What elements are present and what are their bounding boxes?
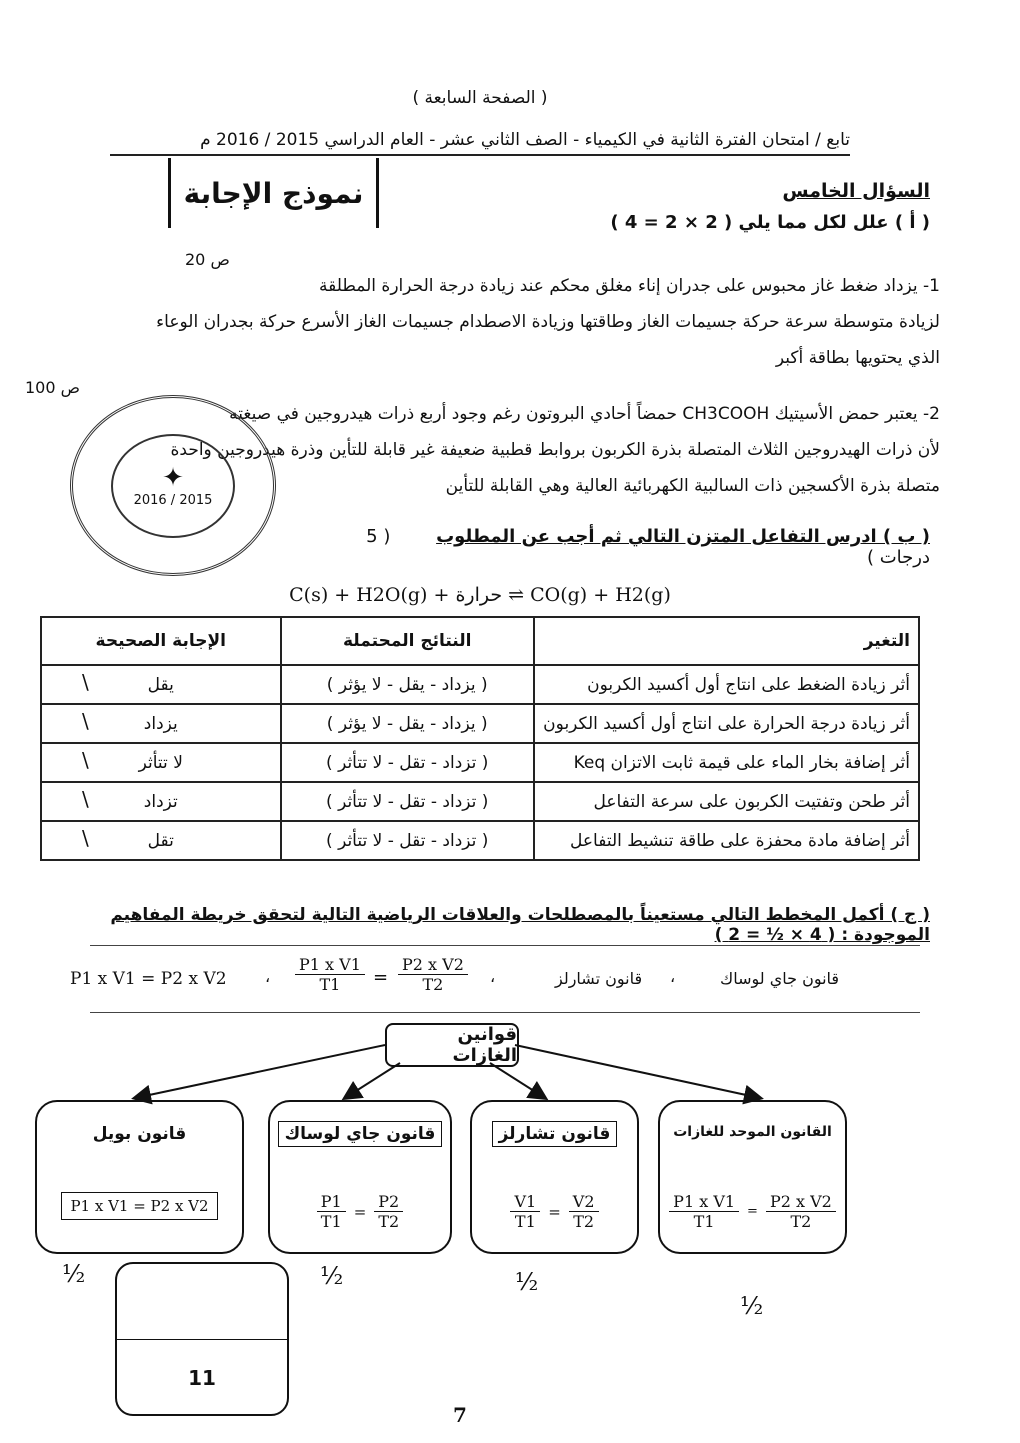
arrow-to-combined: [515, 1045, 760, 1098]
combined-gas-law-formula: $\frac{\text{P1 x V1}}{T1}$ = $\frac{\text{P2 x V2}}{T2}$: [660, 1192, 845, 1231]
given-combined-left: $\frac{\text{P1 x V1}}{T1}$: [295, 955, 365, 994]
score-total-value: 11: [188, 1366, 216, 1390]
divider: [117, 1339, 287, 1340]
question-5-title: السؤال الخامس: [782, 180, 930, 202]
stamp-year: 2016 / 2015: [133, 493, 213, 508]
item1-answer-line1: لزيادة متوسطة سرعة حركة جسيمات الغاز وطاقتها وزيادة الاصطدام جسيمات الغاز الأسرع حركة بجدران الوعاء: [156, 312, 940, 332]
equals-sign: =: [373, 967, 389, 988]
arrow-to-charles: [490, 1063, 545, 1098]
part-b-title: ( ب ) ادرس التفاعل المتزن التالي ثم أجب عن المطلوب: [436, 526, 930, 547]
gay-lussac-law-formula: $\frac{P1}{T1}$ = $\frac{P2}{T2}$: [270, 1192, 450, 1231]
charles-law-box: [470, 1100, 639, 1254]
row-options: ( تزداد - تقل - لا تتأثر ): [281, 743, 534, 782]
score-mark: ½: [515, 1268, 539, 1296]
charles-law-title: قانون تشارلز: [472, 1124, 637, 1144]
score-mark: ½: [62, 1260, 86, 1288]
part-b-marks: ( 5 درجات ): [366, 526, 930, 568]
given-boyle-formula: P1 x V1 = P2 x V2: [70, 969, 227, 989]
tick-mark: \: [82, 787, 89, 811]
gay-lussac-law-title: قانون جاي لوساك: [270, 1124, 450, 1144]
separator: ،: [490, 967, 496, 986]
row-answer: لا تتأثر \: [41, 743, 281, 782]
item1-question: 1- يزداد ضغط غاز محبوس على جدران إناء مغلق محكم عند زيادة درجة الحرارة المطلقة: [318, 276, 940, 296]
boyle-law-title: قانون بويل: [92, 1124, 187, 1144]
row-answer: تقل \: [41, 821, 281, 860]
item1-answer-line2: الذي يحتويها بطاقة أكبر: [775, 348, 940, 368]
given-charles-law: قانون تشارلز: [555, 969, 643, 988]
stamp-emblem-icon: ✦: [162, 463, 184, 493]
header-possible-results: النتائج المحتملة: [281, 617, 534, 665]
given-combined-right: $\frac{\text{P2 x V2}}{T2}$: [398, 955, 468, 994]
row-change: أثر إضافة بخار الماء على قيمة ثابت الاتزان Keq: [534, 743, 919, 782]
row-change: أثر طحن وتفتيت الكربون على سرعة التفاعل: [534, 782, 919, 821]
tick-mark: \: [82, 826, 89, 850]
combined-gas-law-box: [658, 1100, 847, 1254]
gay-lussac-law-box: [268, 1100, 452, 1254]
row-answer: يقل \: [41, 665, 281, 704]
row-change: أثر زيادة الضغط على انتاج أول أكسيد الكربون: [534, 665, 919, 704]
header-change: التغير: [534, 617, 919, 665]
score-mark: ½: [740, 1292, 764, 1320]
charles-law-formula: $\frac{V1}{T1}$ = $\frac{V2}{T2}$: [472, 1192, 637, 1231]
part-a-heading: ( أ ) علل لكل مما يلي ( 2 × 2 = 4 ): [610, 212, 930, 233]
part-c-heading: ( ج ) أكمل المخطط التالي مستعيناً بالمصطلحات والعلاقات الرياضية التالية لتحقق خريطة المفاهيم الموجودة : ( 4 × ½ = 2 ): [110, 905, 930, 945]
tick-mark: \: [82, 670, 89, 694]
tick-mark: \: [82, 709, 89, 733]
header-correct-answer: الإجابة الصحيحة: [41, 617, 281, 665]
model-answer-box: نموذج الإجابة: [168, 158, 379, 228]
combined-gas-law-title: القانون الموحد للغازات: [673, 1124, 832, 1140]
exam-header-line: تابع / امتحان الفترة الثانية في الكيمياء - الصف الثاني عشر - العام الدراسي 2015 / 2016 م: [110, 130, 850, 156]
row-change: أثر زيادة درجة الحرارة على انتاج أول أكسيد الكربون: [534, 704, 919, 743]
tick-mark: \: [82, 748, 89, 772]
item2-answer-line1: لأن ذرات الهيدروجين الثلاث المتصلة بذرة الكربون بروابط قطبية ضعيفة غير قابلة للتأين وذرة هيدروجين واحدة: [170, 440, 940, 460]
separator: ،: [670, 967, 676, 986]
score-total-box: [115, 1262, 289, 1416]
item2-answer-line2: متصلة بذرة الأكسجين ذات السالبية الكهربائية العالية وهي القابلة للتأين: [445, 476, 940, 496]
item2-page-ref: ص 100: [25, 378, 80, 397]
arrow-to-boyle: [135, 1045, 385, 1098]
boyle-law-box: [35, 1100, 244, 1254]
row-options: ( يزداد - يقل - لا يؤثر ): [281, 704, 534, 743]
reaction-equation: C(s) + H2O(g) + حرارة ⇌ CO(g) + H2(g): [289, 584, 671, 606]
row-answer: تزداد \: [41, 782, 281, 821]
item2-question: 2- يعتبر حمض الأسيتيك CH3COOH حمضاً أحادي البروتون رغم وجود أربع ذرات هيدروجين في صيغته: [229, 404, 940, 424]
row-options: ( تزداد - تقل - لا تتأثر ): [281, 821, 534, 860]
separator: ،: [265, 967, 271, 986]
given-gay-lussac-law: قانون جاي لوساك: [720, 969, 840, 988]
row-options: ( تزداد - تقل - لا تتأثر ): [281, 782, 534, 821]
page-number: 7: [453, 1403, 467, 1427]
arrow-to-gay-lussac: [345, 1063, 400, 1098]
row-answer: يزداد \: [41, 704, 281, 743]
score-mark: ½: [320, 1262, 344, 1290]
page-note: ( الصفحة السابعة ): [412, 88, 548, 108]
row-change: أثر إضافة مادة محفزة على طاقة تنشيط التفاعل: [534, 821, 919, 860]
gas-laws-root: قوانين الغازات: [385, 1023, 519, 1067]
boyle-law-formula: P1 x V1 = P2 x V2: [61, 1192, 217, 1220]
item1-page-ref: ص 20: [185, 250, 230, 269]
row-options: ( يزداد - يقل - لا يؤثر ): [281, 665, 534, 704]
